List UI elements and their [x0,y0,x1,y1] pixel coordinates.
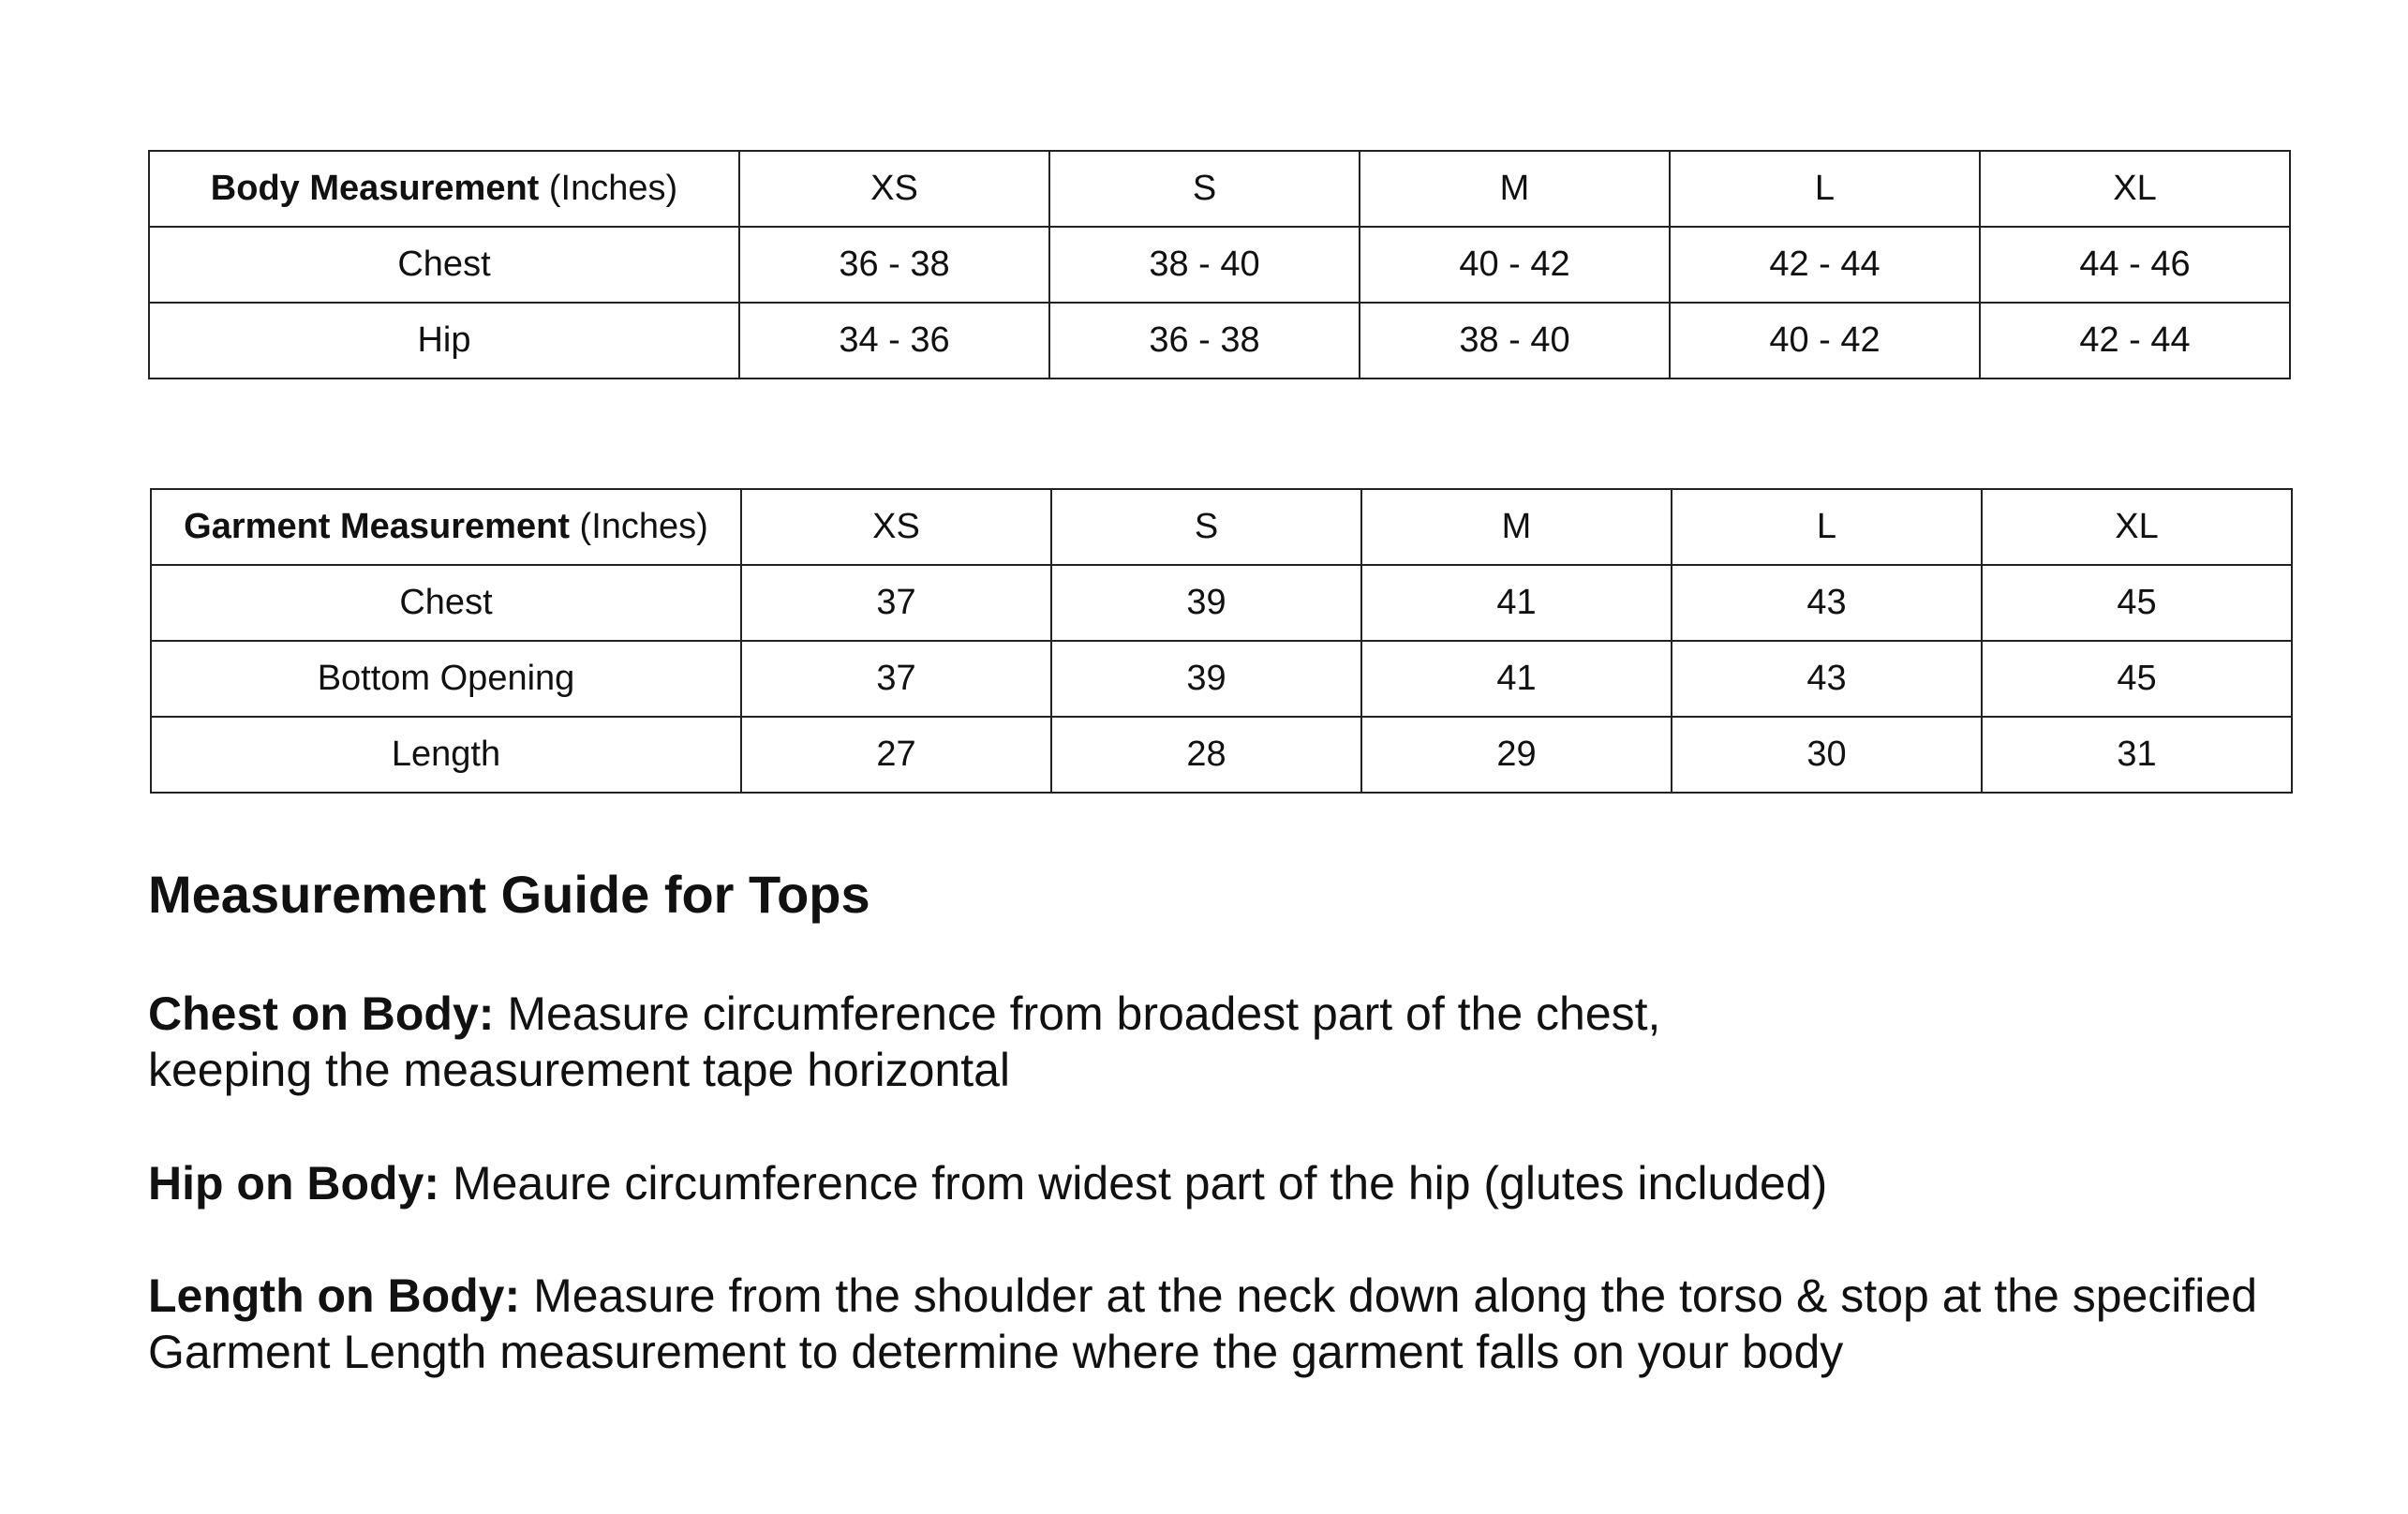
garment-measurement-table [150,488,2293,794]
guide-text: Garment Length measurement to determine where the garment falls on your body [148,1326,1844,1378]
table-cell: 39 [1051,565,1361,641]
guide-term: Length on Body: [148,1269,521,1322]
table-header-row [151,489,2292,565]
table-cell: 42 - 44 [1980,303,2290,378]
size-header-m: M [1360,151,1670,227]
size-header-l: L [1672,489,1982,565]
table-cell: 36 - 38 [739,227,1049,303]
size-header-xl: XL [1982,489,2292,565]
guide-line [148,1155,2397,1211]
guide-title: Measurement Guide for Tops [148,865,870,924]
size-header-s: S [1049,151,1360,227]
table-cell: 43 [1672,641,1982,717]
table-cell: 44 - 46 [1980,227,2290,303]
row-label: Chest [151,565,741,641]
row-label: Bottom Opening [151,641,741,717]
table-cell: 41 [1361,565,1672,641]
table-cell: 40 - 42 [1670,303,1980,378]
guide-line [148,1268,2397,1324]
size-header-xl: XL [1980,151,2290,227]
size-header-m: M [1361,489,1672,565]
table-cell: 43 [1672,565,1982,641]
table-row [151,565,2292,641]
size-header-xs: XS [741,489,1051,565]
row-label: Length [151,717,741,793]
guide-chest-paragraph [148,986,2397,1098]
guide-text: Meaure circumference from widest part of the hip (glutes included) [452,1157,1828,1210]
size-header-l: L [1670,151,1980,227]
header-unit: (Inches) [579,507,708,546]
table-cell: 38 - 40 [1360,303,1670,378]
table-cell: 38 - 40 [1049,227,1360,303]
table-cell: 36 - 38 [1049,303,1360,378]
table-cell: 31 [1982,717,2292,793]
table-cell: 41 [1361,641,1672,717]
table-cell: 37 [741,641,1051,717]
table-header-cell [151,489,741,565]
table-row [149,227,2290,303]
header-unit: (Inches) [548,169,678,208]
table-cell: 29 [1361,717,1672,793]
table-row [151,641,2292,717]
table-header-cell [149,151,739,227]
guide-text: Measure from the shoulder at the neck down along the torso & stop at the specified [533,1269,2258,1322]
guide-length-paragraph [148,1268,2397,1380]
table-cell: 37 [741,565,1051,641]
body-measurement-table [148,150,2291,379]
row-label: Hip [149,303,739,378]
guide-hip-paragraph [148,1155,2397,1211]
table-cell: 45 [1982,565,2292,641]
size-header-xs: XS [739,151,1049,227]
table-cell: 30 [1672,717,1982,793]
table-cell: 27 [741,717,1051,793]
table-cell: 39 [1051,641,1361,717]
guide-term: Hip on Body: [148,1157,440,1210]
guide-line [148,986,2397,1042]
guide-text: keeping the measurement tape horizontal [148,1044,1011,1096]
row-label: Chest [149,227,739,303]
size-header-s: S [1051,489,1361,565]
table-row [149,303,2290,378]
header-title: Garment Measurement [184,507,570,546]
header-title: Body Measurement [210,169,540,208]
table-row [151,717,2292,793]
guide-text: Measure circumference from broadest part of the chest, [507,987,1661,1040]
table-cell: 42 - 44 [1670,227,1980,303]
table-header-row [149,151,2290,227]
table-cell: 28 [1051,717,1361,793]
table-cell: 45 [1982,641,2292,717]
table-cell: 34 - 36 [739,303,1049,378]
table-cell: 40 - 42 [1360,227,1670,303]
guide-term: Chest on Body: [148,987,495,1040]
